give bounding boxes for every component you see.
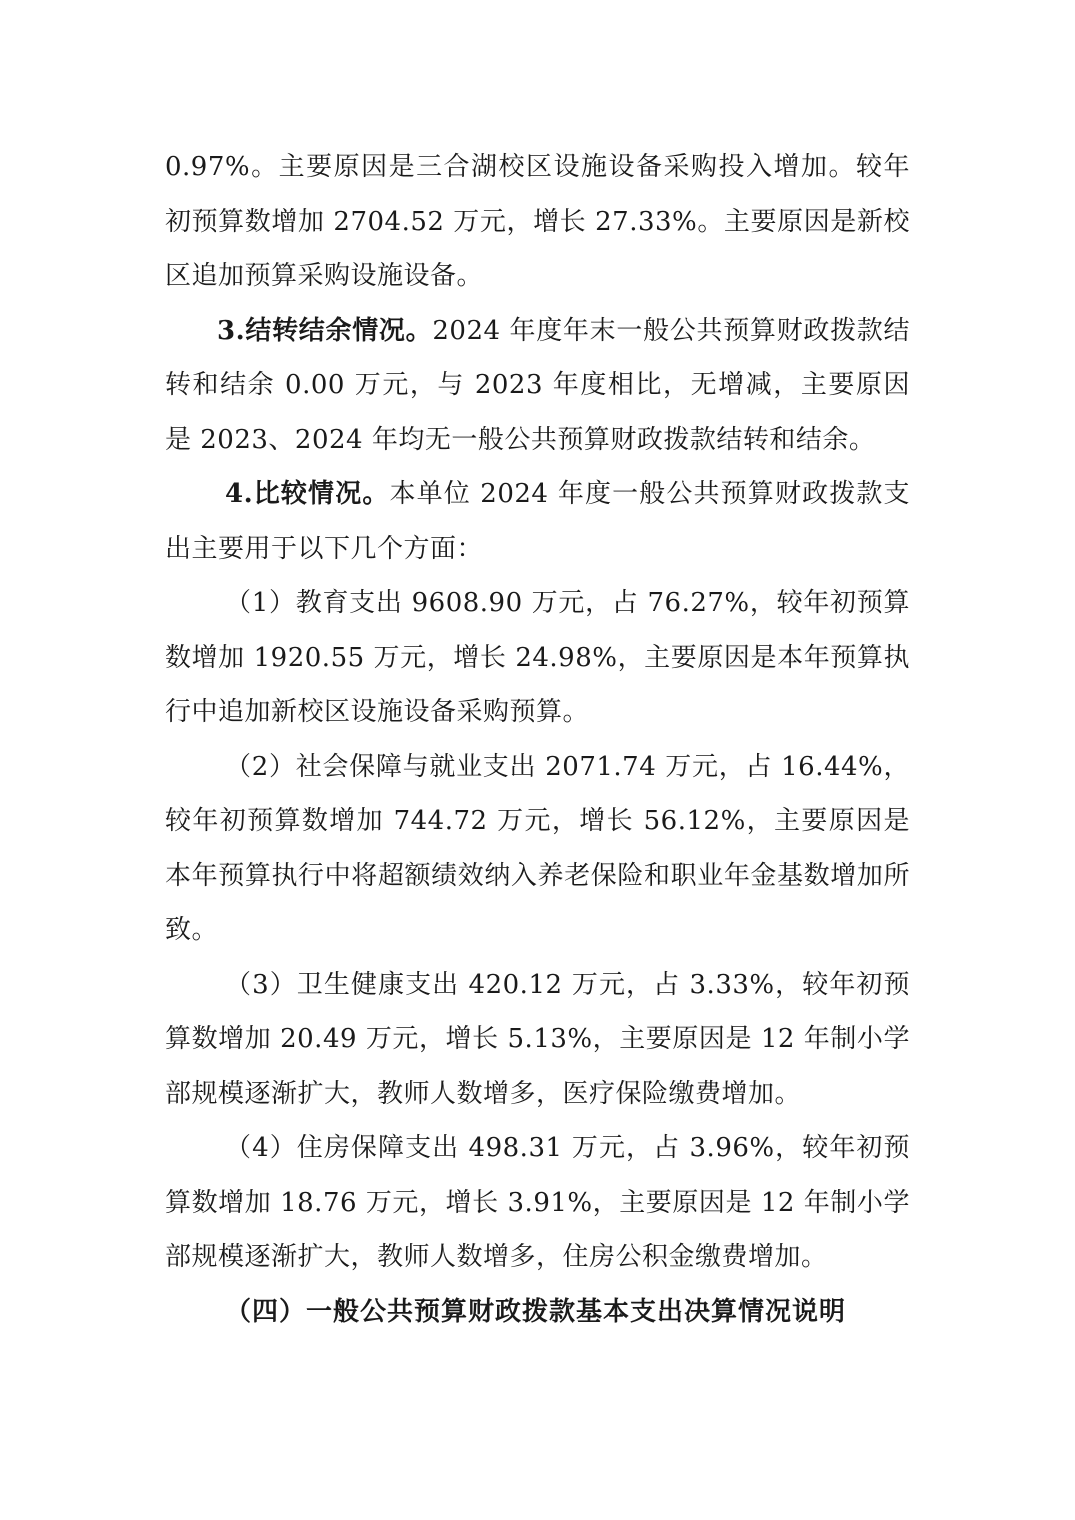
paragraph-education-expense: （1）教育支出 9608.90 万元，占 76.27%，较年初预算数增加 1920.55 万元，增长 24.98%，主要原因是本年预算执行中追加新校区设施设备采购预算。 bbox=[165, 588, 910, 727]
comparison-text: 本单位 2024 年度一般公共预算财政拨款支出主要用于以下几个方面： bbox=[165, 479, 910, 564]
paragraph-budget-continuation: 0.97%。主要原因是三合湖校区设施设备采购投入增加。较年初预算数增加 2704.52 万元，增长 27.33%。主要原因是新校区追加预算采购设施设备。 bbox=[165, 152, 910, 291]
section-heading: （四）一般公共预算财政拨款基本支出决算情况说明 bbox=[225, 1296, 847, 1327]
paragraph-health-expense: （3）卫生健康支出 420.12 万元，占 3.33%，较年初预算数增加 20.49 万元，增长 5.13%，主要原因是 12 年制小学部规模逐渐扩大，教师人数增多，医疗保险缴费增加。 bbox=[165, 969, 910, 1109]
paragraph-social-security-expense: （2）社会保障与就业支出 2071.74 万元，占 16.44%，较年初预算数增加 744.72 万元，增长 56.12%，主要原因是本年预算执行中将超额绩效纳入养老保险和职业年金基数增加所致。 bbox=[165, 751, 910, 945]
carryover-heading: 3.结转结余情况。 bbox=[217, 315, 433, 346]
comparison-heading: 4.比较情况。 bbox=[225, 479, 390, 509]
paragraph-carryover bbox=[165, 304, 910, 468]
paragraph-housing-expense: （4）住房保障支出 498.31 万元，占 3.96%，较年初预算数增加 18.76 万元，增长 3.91%，主要原因是 12 年制小学部规模逐渐扩大，教师人数增多，住房公积金缴费增加。 bbox=[165, 1133, 910, 1272]
carryover-text: 2024 年度年末一般公共预算财政拨款结转和结余 0.00 万元，与 2023 年度相比，无增减，主要原因是 2023、2024 年均无一般公共预算财政拨款结转和结余。 bbox=[165, 315, 910, 455]
paragraph-comparison bbox=[165, 467, 910, 576]
document-body bbox=[165, 140, 910, 1339]
